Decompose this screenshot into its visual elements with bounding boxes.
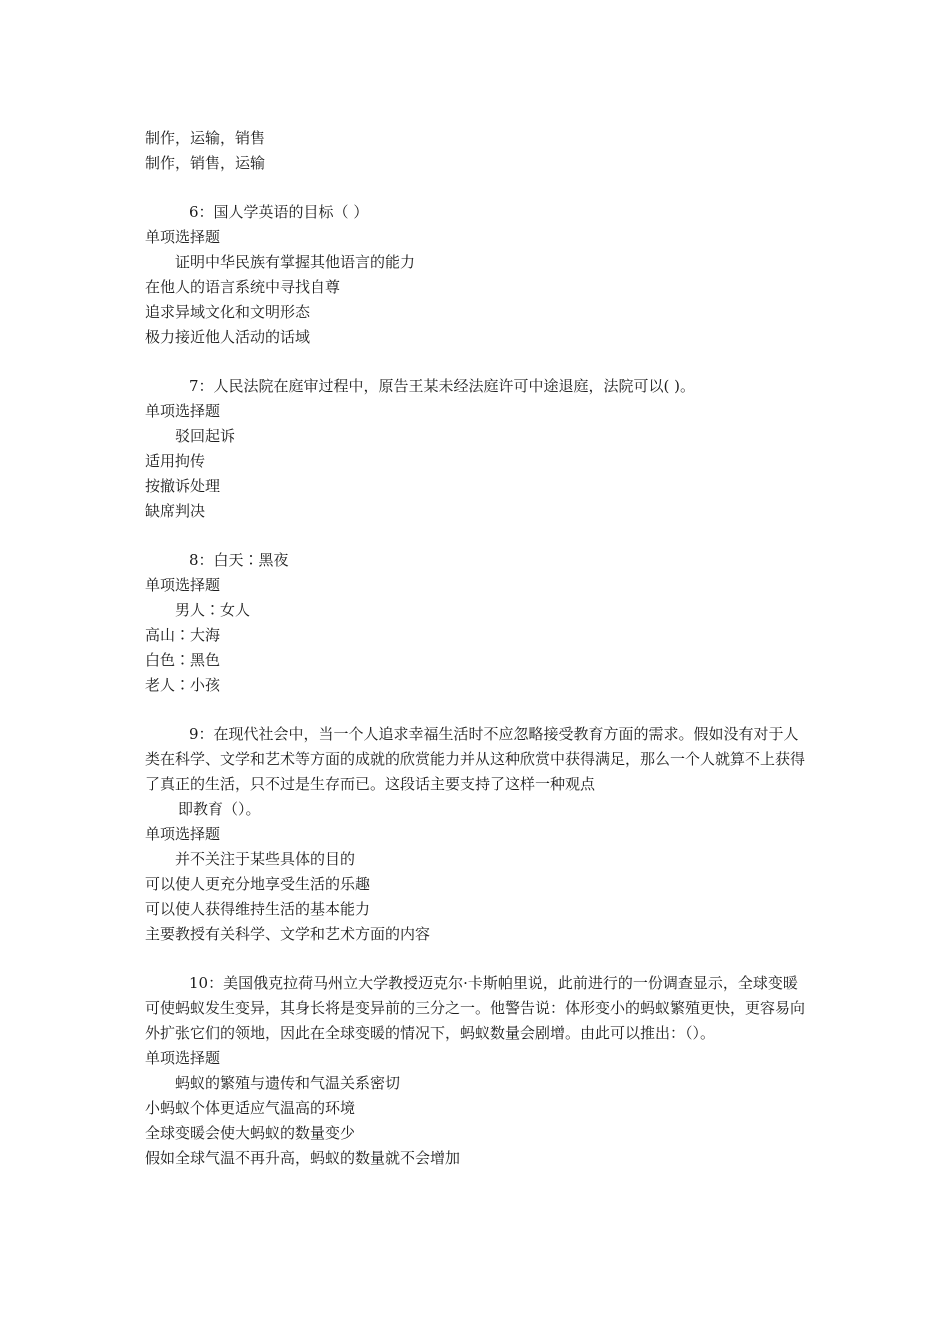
question-stem-continuation: 即教育（）。 xyxy=(178,800,261,818)
question-type: 单项选择题 xyxy=(145,825,221,843)
option: 高山∶大海 xyxy=(145,626,221,644)
option: 全球变暖会使大蚂蚁的数量变少 xyxy=(145,1124,356,1142)
question-6 xyxy=(145,200,810,350)
question-stem xyxy=(145,971,810,1046)
option: 可以使人更充分地享受生活的乐趣 xyxy=(145,875,371,893)
option: 可以使人获得维持生活的基本能力 xyxy=(145,900,371,918)
question-number: 7： xyxy=(189,377,214,395)
option: 追求异域文化和文明形态 xyxy=(145,303,311,321)
option: 老人∶小孩 xyxy=(145,676,221,694)
question-text: 美国俄克拉荷马州立大学教授迈克尔·卡斯帕里说，此前进行的一份调查显示，全球变暖可使蚂蚁发生变异，其身长将是变异前的三分之一。他警告说：体形变小的蚂蚁繁殖更快，更容易向外扩张它们的领地，因此在全球变暖的情况下，蚂蚁数量会剧增。由此可以推出：（）。 xyxy=(145,974,806,1042)
option: 并不关注于某些具体的目的 xyxy=(175,850,356,868)
document-page xyxy=(145,126,810,1171)
question-number: 8： xyxy=(189,551,214,569)
option: 证明中华民族有掌握其他语言的能力 xyxy=(175,253,416,271)
option: 极力接近他人活动的话域 xyxy=(145,328,311,346)
option: 适用拘传 xyxy=(145,452,206,470)
question-stem xyxy=(145,374,810,399)
question-7 xyxy=(145,374,810,524)
option: 驳回起诉 xyxy=(175,427,236,445)
prev-option: 制作，销售，运输 xyxy=(145,154,266,172)
question-type: 单项选择题 xyxy=(145,576,221,594)
prev-option: 制作，运输，销售 xyxy=(145,129,266,147)
question-stem xyxy=(145,200,810,225)
question-10 xyxy=(145,971,810,1171)
question-type: 单项选择题 xyxy=(145,402,221,420)
question-stem xyxy=(145,722,810,797)
question-number: 6： xyxy=(189,203,214,221)
option: 按撤诉处理 xyxy=(145,477,221,495)
option: 在他人的语言系统中寻找自尊 xyxy=(145,278,341,296)
question-8 xyxy=(145,548,810,698)
option: 白色∶黑色 xyxy=(145,651,221,669)
question-text: 白天∶黑夜 xyxy=(213,551,289,569)
question-type: 单项选择题 xyxy=(145,228,221,246)
option: 蚂蚁的繁殖与遗传和气温关系密切 xyxy=(175,1074,401,1092)
question-number: 10： xyxy=(189,974,224,992)
question-text: 在现代社会中，当一个人追求幸福生活时不应忽略接受教育方面的需求。假如没有对于人类在科学、文学和艺术等方面的成就的欣赏能力并从这种欣赏中获得满足，那么一个人就算不上获得了真正的生活，只不过是生存而已。这段话主要支持了这样一种观点 xyxy=(145,725,806,793)
question-type: 单项选择题 xyxy=(145,1049,221,1067)
option: 缺席判决 xyxy=(145,502,206,520)
question-stem xyxy=(145,548,810,573)
option: 主要教授有关科学、文学和艺术方面的内容 xyxy=(145,925,431,943)
question-text: 国人学英语的目标（ ） xyxy=(213,203,369,221)
option: 小蚂蚁个体更适应气温高的环境 xyxy=(145,1099,356,1117)
question-text: 人民法院在庭审过程中，原告王某未经法庭许可中途退庭，法院可以( )。 xyxy=(213,377,696,395)
option: 男人∶女人 xyxy=(175,601,251,619)
question-number: 9： xyxy=(189,725,214,743)
option: 假如全球气温不再升高，蚂蚁的数量就不会增加 xyxy=(145,1149,461,1167)
question-9 xyxy=(145,722,810,947)
